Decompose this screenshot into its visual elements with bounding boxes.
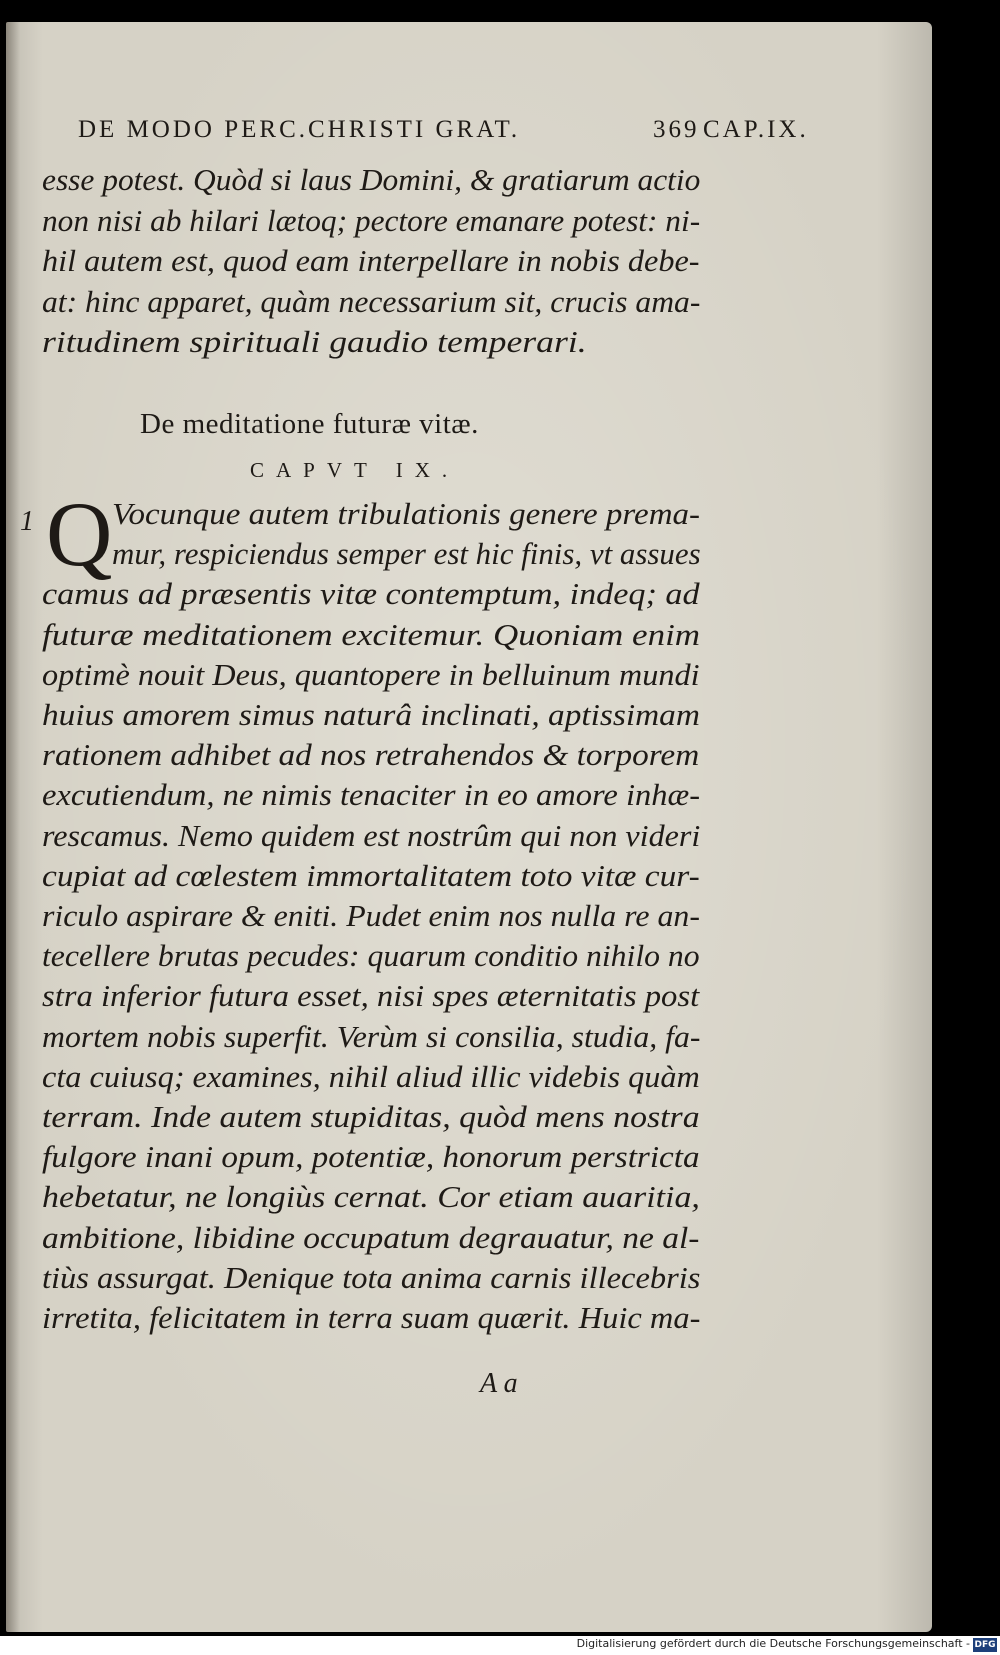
- text-line: non nisi ab hilari lætoq; pectore emanare potest: ni-: [42, 202, 701, 238]
- text-line: tecellere brutas pecudes: quarum conditio nihilo no: [42, 938, 700, 974]
- text-line: excutiendum, ne nimis tenaciter in eo amore inhæ-: [42, 777, 701, 813]
- dfg-logo: DFG: [974, 1640, 996, 1650]
- text-line: hil autem est, quod eam interpellare in nobis debe-: [42, 243, 700, 278]
- running-head-chapter: CAP.IX.: [703, 116, 809, 143]
- page-number: 369: [653, 116, 700, 143]
- text-line: fulgore inani opum, potentiæ, honorum perstricta: [42, 1139, 700, 1175]
- running-head: [78, 116, 838, 150]
- footer-text: Digitalisierung gefördert durch die Deutsche Forschungsgemeinschaft -: [576, 1637, 970, 1650]
- text-line: rationem adhibet ad nos retrahendos & torporem: [42, 737, 700, 773]
- margin-number: 1: [20, 506, 34, 537]
- text-line: huius amorem simus naturâ inclinati, aptissimam: [42, 697, 700, 732]
- text-line: futuræ meditationem excitemur. Quoniam enim: [42, 616, 701, 652]
- text-line: at: hinc apparet, quàm necessarium sit, crucis ama-: [42, 283, 701, 319]
- gutter-shadow: [6, 22, 20, 1632]
- text-line: optimè nouit Deus, quantopere in belluinum mundi: [42, 656, 700, 692]
- section-heading: De meditatione futuræ vitæ.: [140, 408, 479, 440]
- text-line: rescamus. Nemo quidem est nostrûm qui non videri: [42, 817, 701, 853]
- drop-cap: Q: [46, 483, 113, 585]
- text-line: cupiat ad cœlestem immortalitatem toto vitæ cur-: [42, 857, 700, 893]
- text-line: camus ad præsentis vitæ contemptum, indeq; ad: [42, 576, 700, 612]
- text-line: riculo aspirare & eniti. Pudet enim nos nulla re an-: [42, 898, 700, 933]
- text-line: hebetatur, ne longiùs cernat. Cor etiam auaritia,: [42, 1179, 700, 1215]
- text-line: esse potest. Quòd si laus Domini, & gratiarum actio: [42, 162, 701, 197]
- signature-mark: A a: [480, 1368, 518, 1399]
- text-line: ambitione, libidine occupatum degrauatur, ne al-: [42, 1219, 700, 1255]
- footer-bar: [0, 1636, 1000, 1655]
- text-line: mortem nobis superfit. Verùm si consilia, studia, fa-: [42, 1018, 701, 1054]
- text-line: stra inferior futura esset, nisi spes æternitatis post: [42, 978, 700, 1014]
- text-line: mur, respiciendus semper est hic finis, vt assues: [112, 536, 701, 572]
- text-line: Vocunque autem tribulationis genere prema-: [112, 496, 701, 531]
- text-line: terram. Inde autem stupiditas, quòd mens nostra: [42, 1099, 700, 1134]
- text-line: tiùs assurgat. Denique tota anima carnis illecebris: [42, 1259, 701, 1295]
- chapter-label: CAPVT IX.: [250, 458, 460, 482]
- running-head-title: DE MODO PERC.CHRISTI GRAT.: [78, 116, 521, 143]
- text-line: ritudinem spirituali gaudio temperari.: [42, 324, 587, 359]
- text-line: irretita, felicitatem in terra suam quærit. Huic ma-: [42, 1300, 701, 1335]
- text-line: cta cuiusq; examines, nihil aliud illic videbis quàm: [42, 1058, 700, 1094]
